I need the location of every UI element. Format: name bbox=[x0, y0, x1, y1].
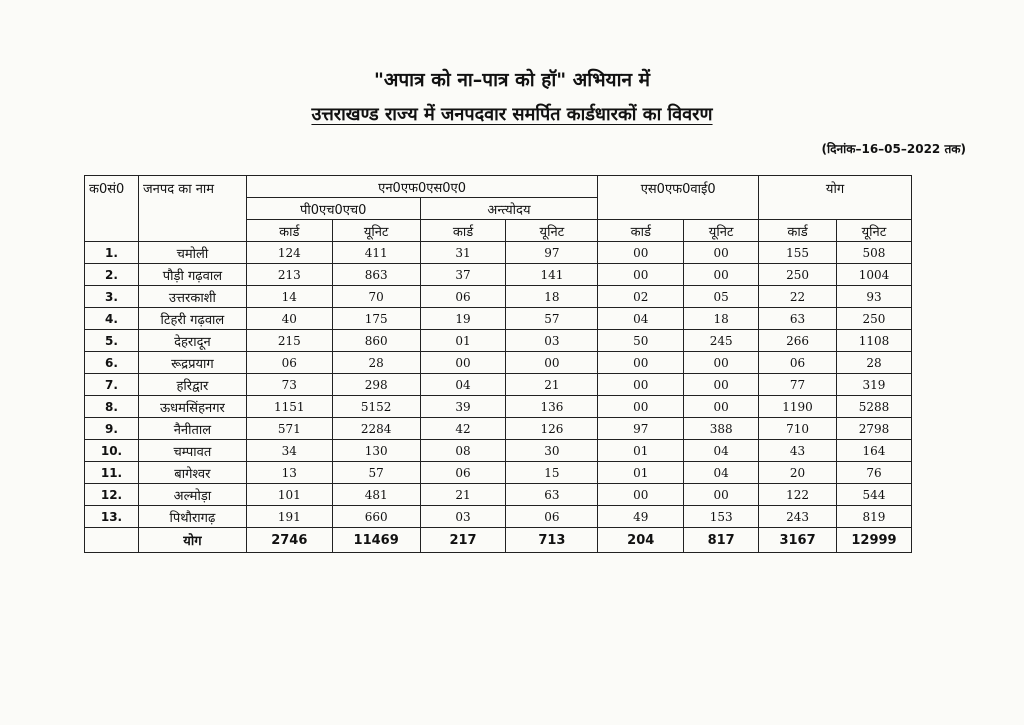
ant-unit-cell: 136 bbox=[506, 396, 598, 418]
district-name: पिथौरागढ़ bbox=[138, 506, 246, 528]
sfy-card-cell: 02 bbox=[598, 286, 684, 308]
tot-card-cell: 77 bbox=[759, 374, 837, 396]
header-tot-card: कार्ड bbox=[759, 220, 837, 242]
table-row bbox=[85, 440, 912, 462]
sfy-card-cell: 00 bbox=[598, 242, 684, 264]
sno-cell: 11. bbox=[85, 462, 139, 484]
sfy-unit-cell: 05 bbox=[684, 286, 759, 308]
ant-card-cell: 42 bbox=[420, 418, 506, 440]
ant-card-cell: 08 bbox=[420, 440, 506, 462]
phh-unit-cell: 481 bbox=[332, 484, 420, 506]
sfy-card-cell: 00 bbox=[598, 352, 684, 374]
table-row bbox=[85, 418, 912, 440]
table-row bbox=[85, 396, 912, 418]
total-phh-unit: 11469 bbox=[332, 528, 420, 553]
sfy-card-cell: 04 bbox=[598, 308, 684, 330]
total-tot-card: 3167 bbox=[759, 528, 837, 553]
ant-card-cell: 01 bbox=[420, 330, 506, 352]
ant-card-cell: 04 bbox=[420, 374, 506, 396]
tot-unit-cell: 164 bbox=[836, 440, 911, 462]
district-name: उत्तरकाशी bbox=[138, 286, 246, 308]
header-sfy-card: कार्ड bbox=[598, 220, 684, 242]
document-subtitle bbox=[0, 102, 1024, 126]
tot-unit-cell: 319 bbox=[836, 374, 911, 396]
sno-cell: 13. bbox=[85, 506, 139, 528]
phh-unit-cell: 2284 bbox=[332, 418, 420, 440]
ant-unit-cell: 63 bbox=[506, 484, 598, 506]
phh-unit-cell: 28 bbox=[332, 352, 420, 374]
table-row bbox=[85, 264, 912, 286]
sno-cell: 6. bbox=[85, 352, 139, 374]
total-tot-unit: 12999 bbox=[836, 528, 911, 553]
ant-unit-cell: 18 bbox=[506, 286, 598, 308]
ant-unit-cell: 03 bbox=[506, 330, 598, 352]
sno-cell: 1. bbox=[85, 242, 139, 264]
district-name: पौड़ी गढ़वाल bbox=[138, 264, 246, 286]
tot-unit-cell: 28 bbox=[836, 352, 911, 374]
sno-cell: 3. bbox=[85, 286, 139, 308]
phh-card-cell: 124 bbox=[246, 242, 332, 264]
tot-card-cell: 250 bbox=[759, 264, 837, 286]
tot-card-cell: 22 bbox=[759, 286, 837, 308]
ant-card-cell: 06 bbox=[420, 462, 506, 484]
district-name: नैनीताल bbox=[138, 418, 246, 440]
sfy-card-cell: 00 bbox=[598, 396, 684, 418]
tot-unit-cell: 819 bbox=[836, 506, 911, 528]
tot-unit-cell: 93 bbox=[836, 286, 911, 308]
header-phh: पी0एच0एच0 bbox=[246, 198, 420, 220]
header-tot-unit: यूनिट bbox=[836, 220, 911, 242]
ant-card-cell: 00 bbox=[420, 352, 506, 374]
phh-card-cell: 571 bbox=[246, 418, 332, 440]
phh-card-cell: 215 bbox=[246, 330, 332, 352]
phh-card-cell: 213 bbox=[246, 264, 332, 286]
sfy-unit-cell: 388 bbox=[684, 418, 759, 440]
ant-unit-cell: 00 bbox=[506, 352, 598, 374]
phh-card-cell: 06 bbox=[246, 352, 332, 374]
district-name: बागेश्वर bbox=[138, 462, 246, 484]
district-name: रूद्रप्रयाग bbox=[138, 352, 246, 374]
district-name: हरिद्वार bbox=[138, 374, 246, 396]
tot-card-cell: 63 bbox=[759, 308, 837, 330]
sfy-unit-cell: 00 bbox=[684, 242, 759, 264]
district-name: चमोली bbox=[138, 242, 246, 264]
sfy-unit-cell: 00 bbox=[684, 484, 759, 506]
ant-card-cell: 06 bbox=[420, 286, 506, 308]
table-row bbox=[85, 330, 912, 352]
header-sno: क0सं0 bbox=[85, 176, 139, 242]
tot-unit-cell: 508 bbox=[836, 242, 911, 264]
ant-card-cell: 03 bbox=[420, 506, 506, 528]
sfy-unit-cell: 00 bbox=[684, 396, 759, 418]
tot-unit-cell: 5288 bbox=[836, 396, 911, 418]
sfy-card-cell: 00 bbox=[598, 484, 684, 506]
table-row bbox=[85, 286, 912, 308]
tot-unit-cell: 76 bbox=[836, 462, 911, 484]
sno-cell: 9. bbox=[85, 418, 139, 440]
total-phh-card: 2746 bbox=[246, 528, 332, 553]
tot-card-cell: 266 bbox=[759, 330, 837, 352]
ant-card-cell: 39 bbox=[420, 396, 506, 418]
sfy-unit-cell: 00 bbox=[684, 264, 759, 286]
ant-unit-cell: 57 bbox=[506, 308, 598, 330]
phh-unit-cell: 298 bbox=[332, 374, 420, 396]
district-name: चम्पावत bbox=[138, 440, 246, 462]
total-label: योग bbox=[138, 528, 246, 553]
sfy-card-cell: 00 bbox=[598, 264, 684, 286]
ant-unit-cell: 06 bbox=[506, 506, 598, 528]
sno-cell: 10. bbox=[85, 440, 139, 462]
phh-card-cell: 101 bbox=[246, 484, 332, 506]
phh-unit-cell: 863 bbox=[332, 264, 420, 286]
table-row bbox=[85, 242, 912, 264]
table-row bbox=[85, 484, 912, 506]
total-sfy-unit: 817 bbox=[684, 528, 759, 553]
sfy-unit-cell: 04 bbox=[684, 462, 759, 484]
sfy-unit-cell: 00 bbox=[684, 374, 759, 396]
phh-unit-cell: 130 bbox=[332, 440, 420, 462]
phh-card-cell: 13 bbox=[246, 462, 332, 484]
sfy-card-cell: 01 bbox=[598, 462, 684, 484]
sfy-card-cell: 01 bbox=[598, 440, 684, 462]
header-total: योग bbox=[759, 176, 912, 220]
phh-card-cell: 40 bbox=[246, 308, 332, 330]
sno-cell: 4. bbox=[85, 308, 139, 330]
phh-unit-cell: 660 bbox=[332, 506, 420, 528]
table-body bbox=[85, 242, 912, 528]
table-row bbox=[85, 352, 912, 374]
header-phh-unit: यूनिट bbox=[332, 220, 420, 242]
header-antyodaya: अन्त्योदय bbox=[420, 198, 598, 220]
table-row bbox=[85, 462, 912, 484]
tot-card-cell: 43 bbox=[759, 440, 837, 462]
ant-unit-cell: 21 bbox=[506, 374, 598, 396]
ant-unit-cell: 97 bbox=[506, 242, 598, 264]
header-district: जनपद का नाम bbox=[138, 176, 246, 242]
phh-card-cell: 14 bbox=[246, 286, 332, 308]
sfy-unit-cell: 153 bbox=[684, 506, 759, 528]
tot-unit-cell: 250 bbox=[836, 308, 911, 330]
phh-card-cell: 34 bbox=[246, 440, 332, 462]
sno-cell: 5. bbox=[85, 330, 139, 352]
table-header bbox=[85, 176, 912, 242]
ant-unit-cell: 141 bbox=[506, 264, 598, 286]
tot-card-cell: 1190 bbox=[759, 396, 837, 418]
phh-unit-cell: 70 bbox=[332, 286, 420, 308]
date-note: (दिनांक–16–05–2022 तक) bbox=[821, 142, 966, 156]
document-subtitle-text: उत्तराखण्ड राज्य में जनपदवार समर्पित कार्डधारकों का विवरण bbox=[311, 104, 713, 125]
header-nfsa: एन0एफ0एस0ए0 bbox=[246, 176, 597, 198]
header-sfy: एस0एफ0वाई0 bbox=[598, 176, 759, 220]
phh-card-cell: 191 bbox=[246, 506, 332, 528]
tot-unit-cell: 2798 bbox=[836, 418, 911, 440]
header-sfy-unit: यूनिट bbox=[684, 220, 759, 242]
total-ant-unit: 713 bbox=[506, 528, 598, 553]
sno-cell: 12. bbox=[85, 484, 139, 506]
sfy-card-cell: 49 bbox=[598, 506, 684, 528]
phh-card-cell: 73 bbox=[246, 374, 332, 396]
tot-card-cell: 122 bbox=[759, 484, 837, 506]
sfy-unit-cell: 00 bbox=[684, 352, 759, 374]
district-name: अल्मोड़ा bbox=[138, 484, 246, 506]
sno-cell: 7. bbox=[85, 374, 139, 396]
document-title: "अपात्र को ना–पात्र को हॉ" अभियान में bbox=[373, 69, 651, 91]
total-row bbox=[85, 528, 912, 553]
tot-unit-cell: 1108 bbox=[836, 330, 911, 352]
ant-card-cell: 21 bbox=[420, 484, 506, 506]
header-ant-unit: यूनिट bbox=[506, 220, 598, 242]
tot-unit-cell: 544 bbox=[836, 484, 911, 506]
header-ant-card: कार्ड bbox=[420, 220, 506, 242]
sno-cell: 2. bbox=[85, 264, 139, 286]
total-ant-card: 217 bbox=[420, 528, 506, 553]
tot-card-cell: 710 bbox=[759, 418, 837, 440]
phh-unit-cell: 5152 bbox=[332, 396, 420, 418]
district-name: ऊधमसिंहनगर bbox=[138, 396, 246, 418]
sfy-unit-cell: 18 bbox=[684, 308, 759, 330]
table-row bbox=[85, 506, 912, 528]
sfy-unit-cell: 04 bbox=[684, 440, 759, 462]
table-row bbox=[85, 374, 912, 396]
header-phh-card: कार्ड bbox=[246, 220, 332, 242]
tot-unit-cell: 1004 bbox=[836, 264, 911, 286]
tot-card-cell: 20 bbox=[759, 462, 837, 484]
district-name: टिहरी गढ़वाल bbox=[138, 308, 246, 330]
sfy-card-cell: 97 bbox=[598, 418, 684, 440]
ant-unit-cell: 30 bbox=[506, 440, 598, 462]
phh-unit-cell: 175 bbox=[332, 308, 420, 330]
ant-card-cell: 37 bbox=[420, 264, 506, 286]
phh-card-cell: 1151 bbox=[246, 396, 332, 418]
ant-unit-cell: 15 bbox=[506, 462, 598, 484]
sfy-card-cell: 50 bbox=[598, 330, 684, 352]
ant-card-cell: 31 bbox=[420, 242, 506, 264]
total-sno-cell bbox=[85, 528, 139, 553]
sno-cell: 8. bbox=[85, 396, 139, 418]
phh-unit-cell: 411 bbox=[332, 242, 420, 264]
card-surrender-table bbox=[84, 175, 912, 553]
ant-card-cell: 19 bbox=[420, 308, 506, 330]
tot-card-cell: 155 bbox=[759, 242, 837, 264]
ant-unit-cell: 126 bbox=[506, 418, 598, 440]
sfy-unit-cell: 245 bbox=[684, 330, 759, 352]
sfy-card-cell: 00 bbox=[598, 374, 684, 396]
total-sfy-card: 204 bbox=[598, 528, 684, 553]
table-row bbox=[85, 308, 912, 330]
phh-unit-cell: 57 bbox=[332, 462, 420, 484]
tot-card-cell: 06 bbox=[759, 352, 837, 374]
phh-unit-cell: 860 bbox=[332, 330, 420, 352]
tot-card-cell: 243 bbox=[759, 506, 837, 528]
district-name: देहरादून bbox=[138, 330, 246, 352]
